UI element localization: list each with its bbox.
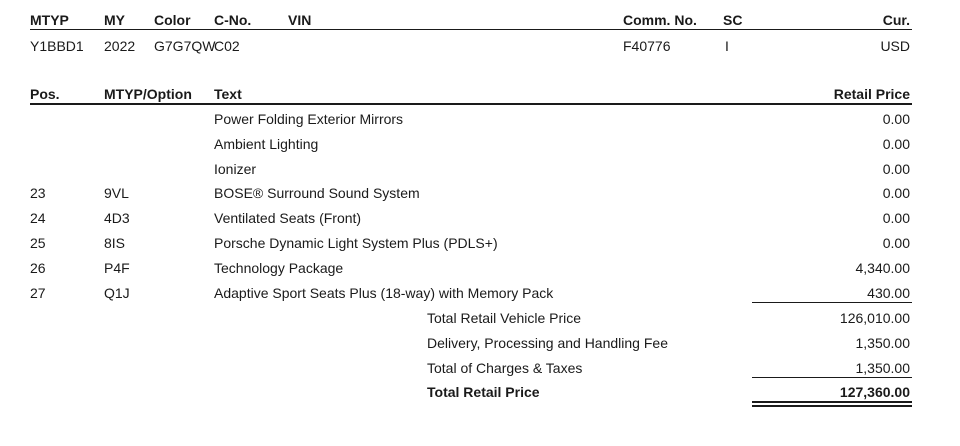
header-value-comm-no: F40776 — [623, 38, 671, 54]
total-charges-taxes-value: 1,350.00 — [855, 360, 910, 376]
row-text: Porsche Dynamic Light System Plus (PDLS+) — [214, 235, 498, 251]
charges-rule — [752, 377, 912, 378]
row-pos: 25 — [30, 235, 46, 251]
subtotal-rule — [752, 302, 912, 303]
header-value-sc: I — [725, 38, 729, 54]
header-label-sc: SC — [723, 12, 743, 28]
row-text: Ambient Lighting — [214, 136, 319, 152]
total-retail-vehicle-price-label: Total Retail Vehicle Price — [427, 310, 582, 326]
header-label-vin: VIN — [288, 12, 312, 28]
header-rule — [30, 29, 912, 30]
row-text: Ventilated Seats (Front) — [214, 210, 362, 226]
row-text: Power Folding Exterior Mirrors — [214, 111, 404, 127]
row-pos: 23 — [30, 185, 46, 201]
column-header-mtyp-option: MTYP/Option — [104, 86, 192, 102]
row-price: 0.00 — [882, 210, 910, 226]
header-label-my: MY — [104, 12, 125, 28]
grand-total-rule-top — [752, 401, 912, 403]
row-price: 430.00 — [867, 285, 910, 301]
header-value-cur: USD — [880, 38, 910, 54]
delivery-fee-value: 1,350.00 — [855, 335, 910, 351]
column-header-pos: Pos. — [30, 86, 60, 102]
row-text: Technology Package — [214, 260, 344, 276]
header-label-color: Color — [154, 12, 191, 28]
row-pos: 26 — [30, 260, 46, 276]
total-charges-taxes-label: Total of Charges & Taxes — [427, 360, 583, 376]
row-price: 0.00 — [882, 235, 910, 251]
row-price: 0.00 — [882, 136, 910, 152]
header-value-color: G7G7QW — [154, 38, 216, 54]
column-header-retail-price: Retail Price — [833, 86, 910, 102]
row-price: 0.00 — [882, 111, 910, 127]
column-header-text: Text — [214, 86, 242, 102]
delivery-fee-label: Delivery, Processing and Handling Fee — [427, 335, 668, 351]
row-text: Adaptive Sport Seats Plus (18-way) with Memory Pack — [214, 285, 554, 301]
total-retail-price-value: 127,360.00 — [839, 384, 910, 400]
row-pos: 27 — [30, 285, 46, 301]
row-option-code: Q1J — [104, 285, 130, 301]
row-option-code: 9VL — [104, 185, 129, 201]
table-header-rule — [30, 103, 912, 105]
row-price: 0.00 — [882, 161, 910, 177]
row-option-code: P4F — [104, 260, 130, 276]
row-option-code: 8IS — [104, 235, 126, 251]
header-value-cno: C02 — [214, 38, 240, 54]
grand-total-rule-bottom — [752, 405, 912, 407]
header-value-my: 2022 — [104, 38, 136, 54]
header-label-cno: C-No. — [214, 12, 252, 28]
row-text: BOSE® Surround Sound System — [214, 185, 420, 201]
row-text: Ionizer — [214, 161, 257, 177]
header-label-mtyp: MTYP — [30, 12, 69, 28]
row-price: 0.00 — [882, 185, 910, 201]
header-value-mtyp: Y1BBD1 — [30, 38, 84, 54]
row-price: 4,340.00 — [855, 260, 910, 276]
total-retail-price-label: Total Retail Price — [427, 384, 540, 400]
row-option-code: 4D3 — [104, 210, 130, 226]
header-label-cur: Cur. — [882, 12, 910, 28]
row-pos: 24 — [30, 210, 46, 226]
header-label-comm-no: Comm. No. — [623, 12, 697, 28]
total-retail-vehicle-price-value: 126,010.00 — [839, 310, 910, 326]
